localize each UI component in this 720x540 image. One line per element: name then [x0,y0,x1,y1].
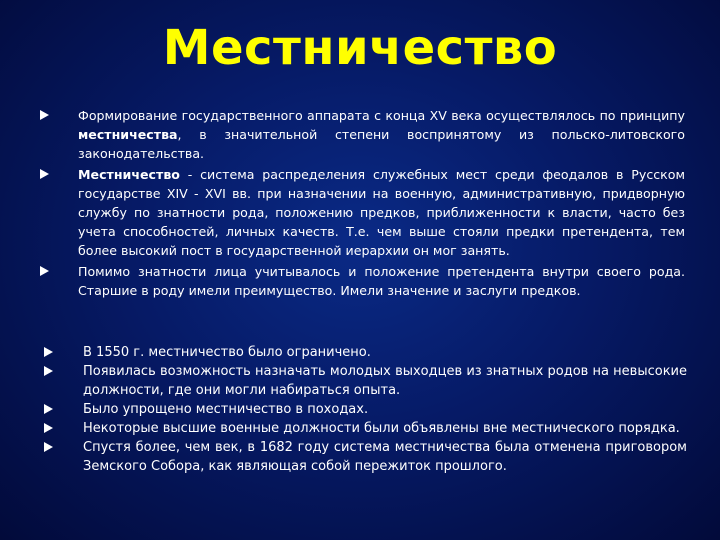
arrow-bullet-icon [44,423,53,433]
bullet-item [36,106,685,163]
arrow-bullet-icon [44,404,53,414]
arrow-bullet-icon [40,110,49,120]
bullet-text: Некоторые высшие военные должности были объявлены вне местнического порядка. [83,421,680,436]
bullet-item [41,343,687,362]
bullet-text: Спустя более, чем век, в 1682 году система местничества была отменена приговором Земского Собора, как являющая собой пережиток прошлого. [83,440,687,474]
bullet-text: Появилась возможность назначать молодых выходцев из знатных родов на невысокие должности, где они могли набираться опыта. [83,364,687,398]
bullet-list-top [36,106,685,302]
bullet-text: Формирование государственного аппарата с конца XV века осуществлялось по принципу [78,108,685,123]
slide-title: Местничество [162,20,558,76]
arrow-bullet-icon [40,169,49,179]
arrow-bullet-icon [44,442,53,452]
bullet-list-bottom [41,343,687,476]
bullet-text: , в значительной степени воспринятому из польско-литовского законодательства. [78,127,685,161]
arrow-bullet-icon [44,366,53,376]
arrow-bullet-icon [44,347,53,357]
bullet-item [41,419,687,438]
bullet-item [41,400,687,419]
bullet-bold-term: Местничество [78,167,180,182]
bullet-item [36,262,685,300]
bullet-text: Помимо знатности лица учитывалось и положение претендента внутри своего рода. Старшие в роду имели преимущество. Имели значение и заслуги предков. [78,264,685,298]
bullet-bold-term: местничества [78,127,178,142]
bullet-text: - система распределения служебных мест среди феодалов в Русском государстве XIV - XVI вв. при назначении на военную, административную, придворную службу по знатности рода, положению предков, приближенности к власти, часто без учета способностей, личных качеств. Т.е. чем выше стояли предки претендента, тем более высокий пост в государственной иерархии он мог занять. [78,167,685,258]
bullet-item [41,438,687,476]
bullet-item [41,362,687,400]
arrow-bullet-icon [40,266,49,276]
bullet-item [36,165,685,260]
bullet-text: Было упрощено местничество в походах. [83,402,369,417]
bullet-text: В 1550 г. местничество было ограничено. [83,345,371,360]
